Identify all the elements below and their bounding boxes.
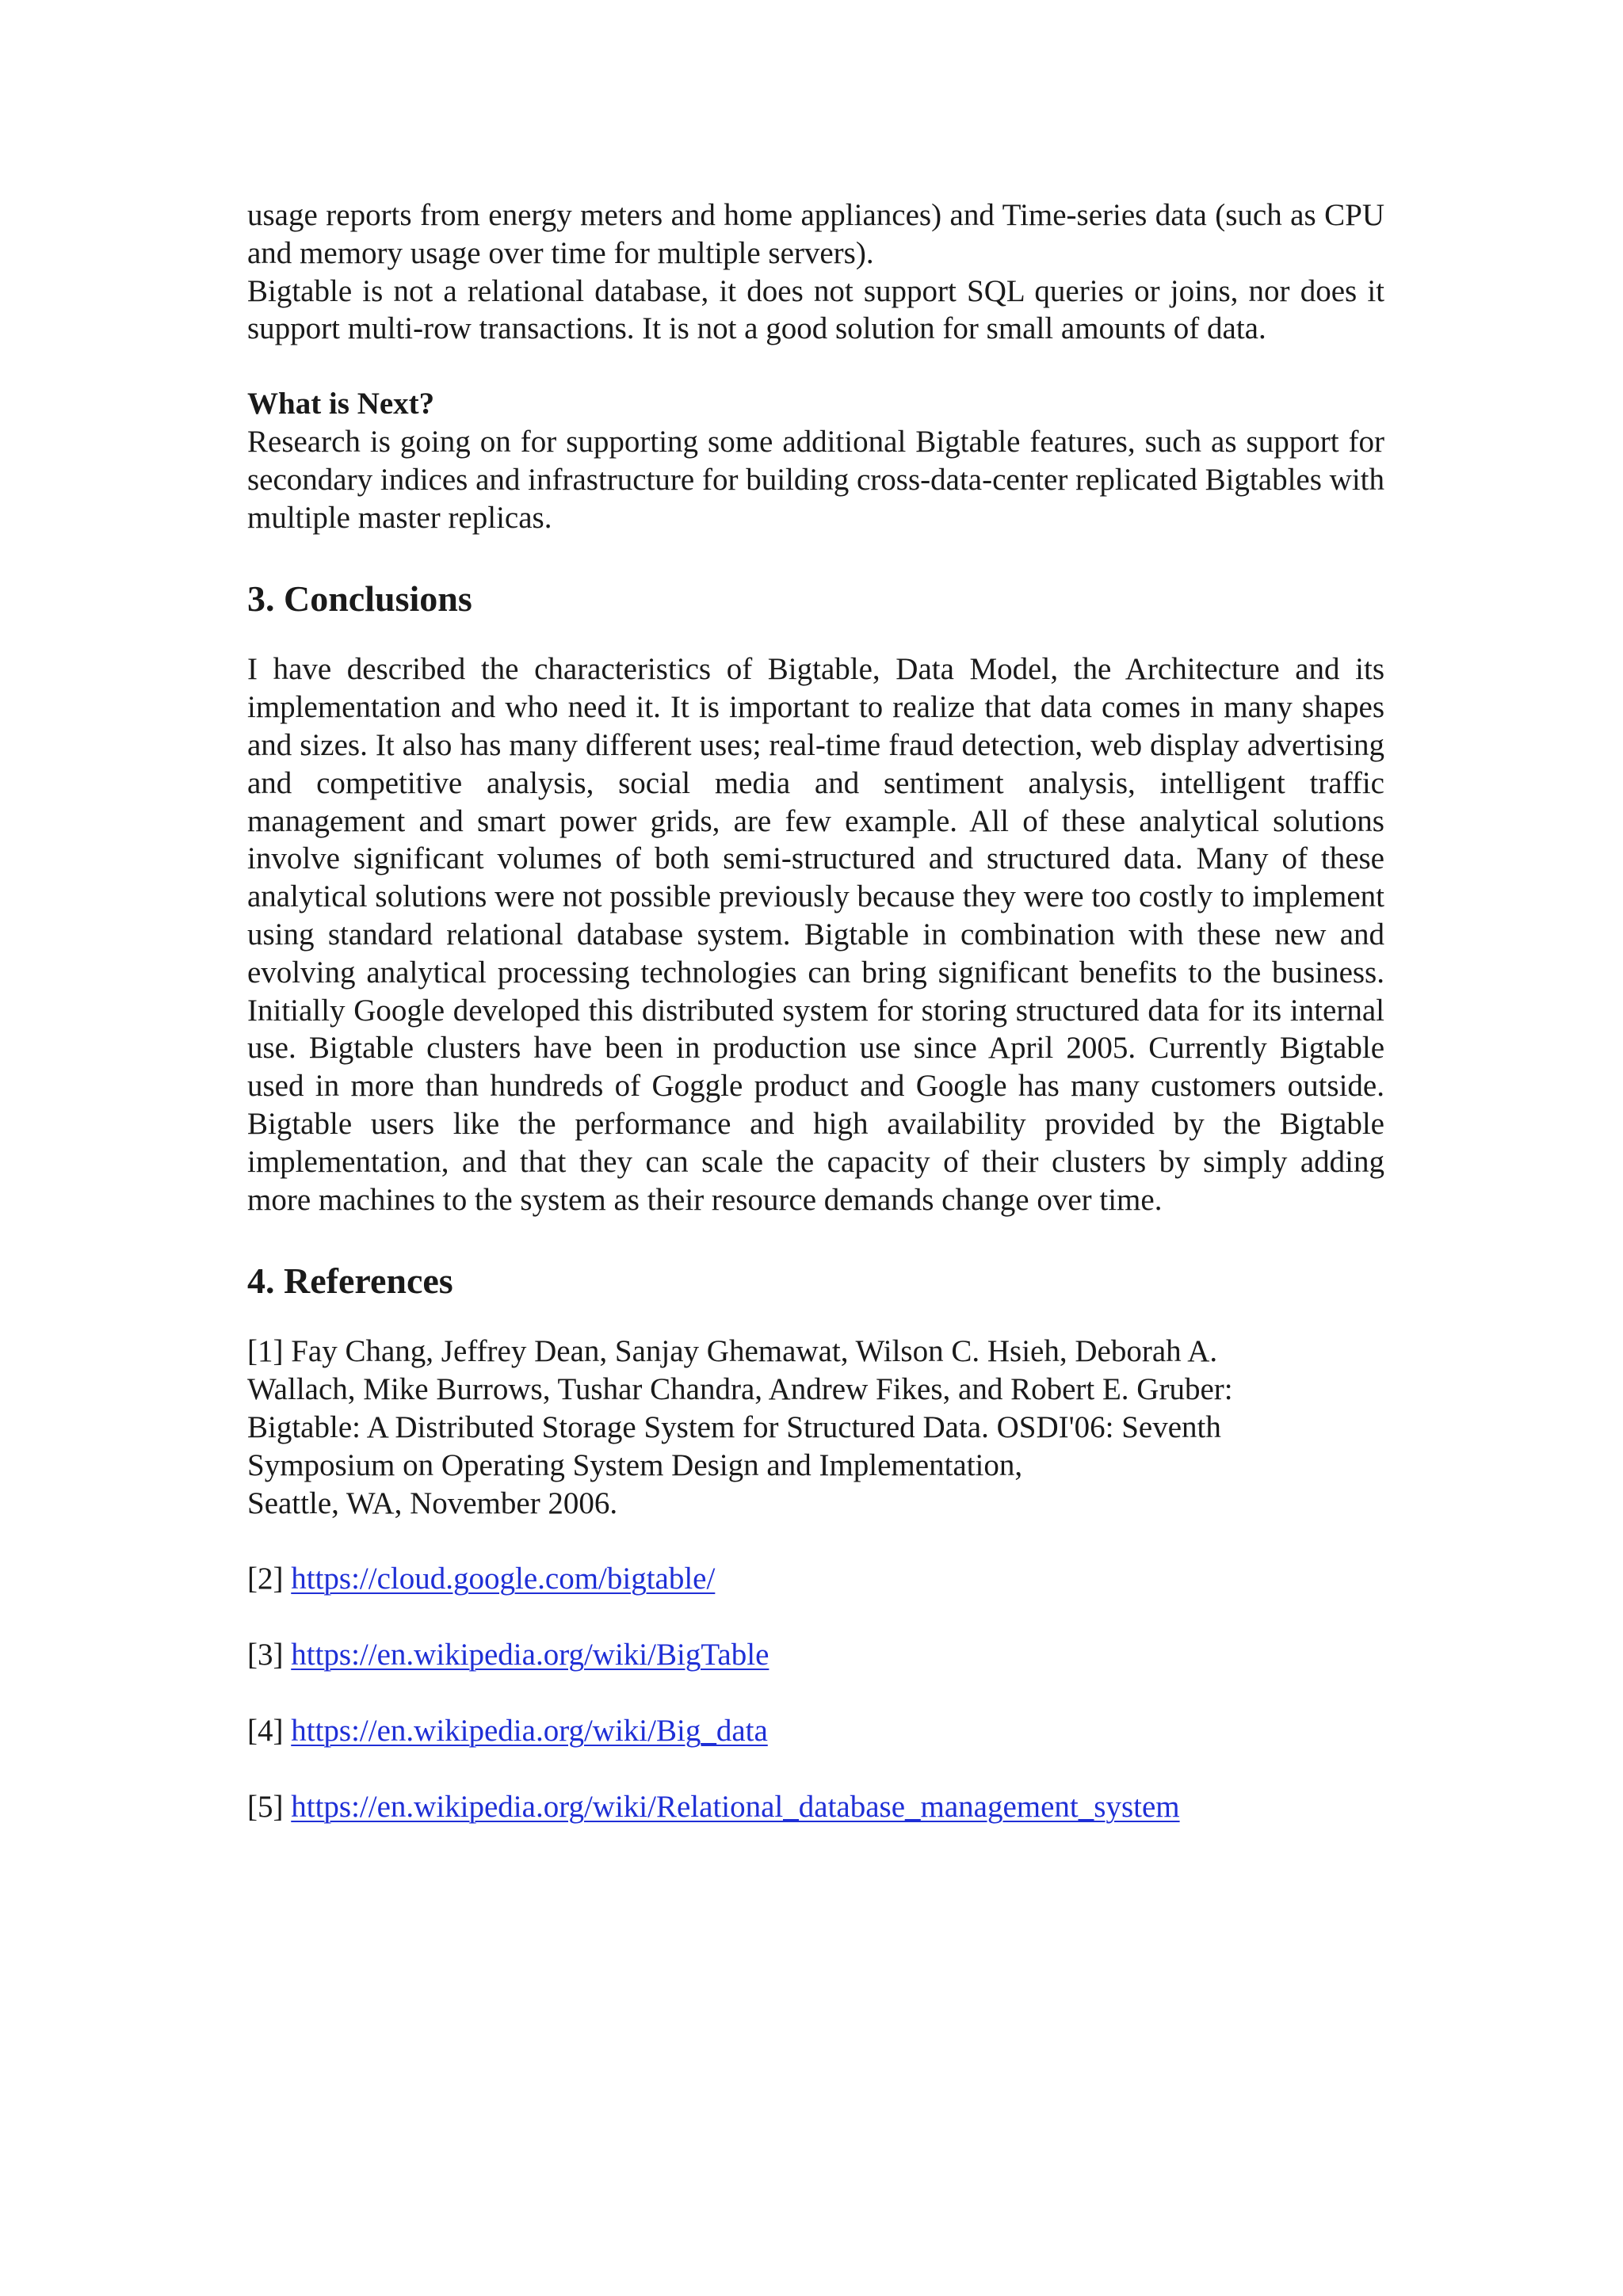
reference-4: [247, 1712, 1384, 1750]
reference-1-line-5: Seattle, WA, November 2006.: [247, 1486, 618, 1520]
reference-1-line-1: [1] Fay Chang, Jeffrey Dean, Sanjay Ghemawat, Wilson C. Hsieh, Deborah A.: [247, 1334, 1218, 1369]
conclusions-body: I have described the characteristics of Bigtable, Data Model, the Architecture and its implementation and who need it. It is important to realize that data comes in many shapes and sizes. It also has many different uses; real-time fraud detection, web display advertising and competitive analysis, social media and sentiment analysis, intelligent traffic management and smart power grids, are few example. All of these analytical solutions involve significant volumes of both semi-structured and structured data. Many of these analytical solutions were not possible previously because they were too costly to implement using standard relational database system. Bigtable in combination with these new and evolving analytical processing technologies can bring significant benefits to the business. Initially Google developed this distributed system for storing structured data for its internal use. Bigtable clusters have been in production use since April 2005. Currently Bigtable used in more than hundreds of Goggle product and Google has many customers outside. Bigtable users like the performance and high availability provided by the Bigtable implementation, and that they can scale the capacity of their clusters by simply adding more machines to the system as their resource demands change over time.: [247, 652, 1384, 1217]
intro-paragraph-1: usage reports from energy meters and home appliances) and Time-series data (such as CPU and memory usage over time for multiple servers).: [247, 198, 1384, 270]
whats-next-heading: What is Next?: [247, 387, 435, 421]
intro-paragraph-2: Bigtable is not a relational database, it does not support SQL queries or joins, nor does it support multi-row transactions. It is not a good solution for small amounts of data.: [247, 273, 1384, 346]
reference-2-link[interactable]: https://cloud.google.com/bigtable/: [291, 1562, 716, 1596]
reference-3-number: [3]: [247, 1638, 284, 1672]
reference-5-number: [5]: [247, 1789, 284, 1824]
reference-1-line-2: Wallach, Mike Burrows, Tushar Chandra, Andrew Fikes, and Robert E. Gruber:: [247, 1372, 1233, 1407]
whats-next-body: Research is going on for supporting some additional Bigtable features, such as support for secondary indices and infrastructure for building cross-data-center replicated Bigtables with multiple master replicas.: [247, 424, 1384, 535]
reference-5: [247, 1788, 1384, 1826]
reference-1-line-3: Bigtable: A Distributed Storage System for Structured Data. OSDI'06: Seventh: [247, 1409, 1221, 1444]
reference-1-line-4: Symposium on Operating System Design and Implementation,: [247, 1447, 1023, 1482]
reference-4-number: [4]: [247, 1713, 284, 1748]
reference-1: [247, 1333, 1384, 1522]
document-page: [247, 196, 1384, 1826]
reference-5-link[interactable]: https://en.wikipedia.org/wiki/Relational_database_management_system: [291, 1789, 1180, 1824]
reference-2: [247, 1560, 1384, 1598]
reference-3: [247, 1636, 1384, 1674]
reference-3-link[interactable]: https://en.wikipedia.org/wiki/BigTable: [291, 1638, 769, 1672]
reference-4-link[interactable]: https://en.wikipedia.org/wiki/Big_data: [291, 1713, 768, 1748]
reference-2-number: [2]: [247, 1562, 284, 1596]
references-heading: 4. References: [247, 1261, 453, 1302]
conclusions-heading: 3. Conclusions: [247, 578, 472, 620]
